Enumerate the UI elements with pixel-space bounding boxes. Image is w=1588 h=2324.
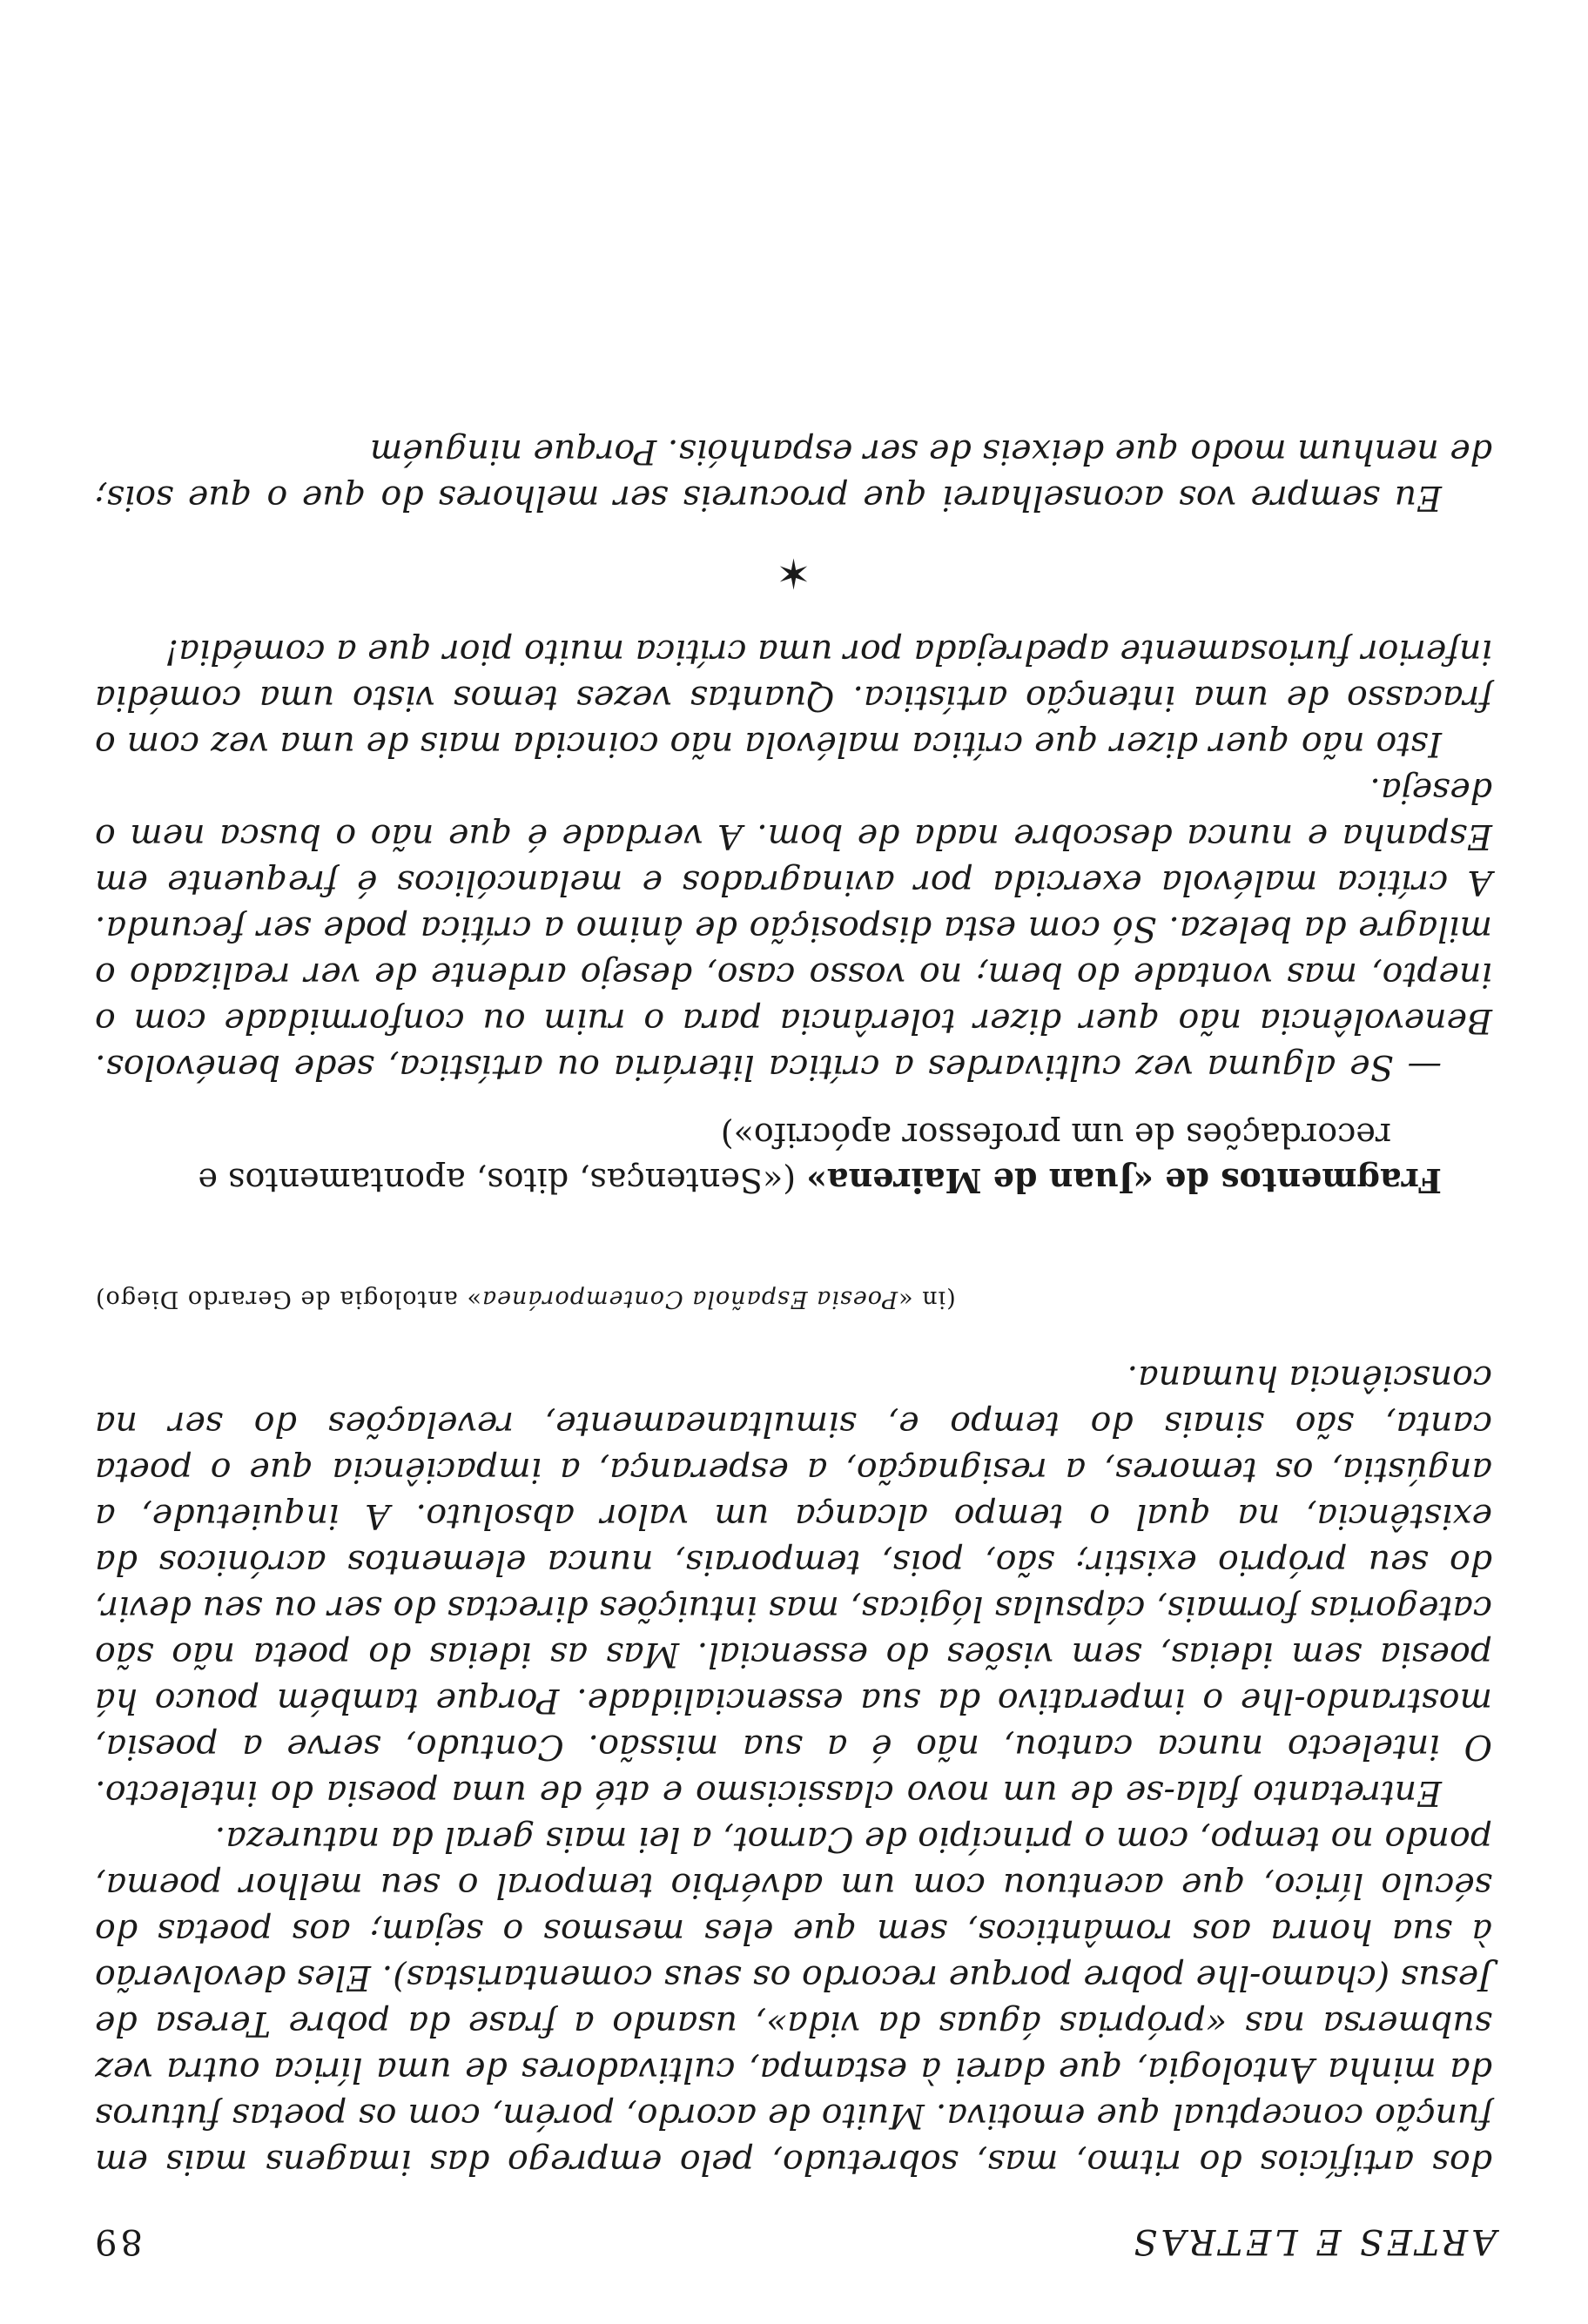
page-number: 89 [91,2221,143,2261]
paragraph-malevolent: Isto não quer dizer que crítica malévola não coincida mais de uma vez com o fracasso de uma intenção artística. Quantas vezes temos visto uma comédia inferior furiosamente apedrejada por uma crítica muito pior que a comédia! [95,632,1492,764]
journal-title: ARTES E LETRAS [1129,2221,1497,2261]
paragraph-criticism: — Se alguma vez cultivardes a crítica literária ou artística, sede benévolos. Benevolência não quer dizer tolerância para o ruim ou conformidade com o inepto, mas vontade do bem; no vosso caso, desejo ardente de ver realizado o milagre da beleza. Só com esta disposição de ânimo a crítica pode ser fecunda. A crítica malévola exercida por avinagrados e melancólicos é frequente em Espanha e nunca descobre nada de bom. A verdade é que não o busca nem o deseja. [95,770,1492,1087]
section-heading-rest: («Sentenças, ditos, apontamentos e recordações de um professor apócrifo») [198,1116,1391,1199]
star-ornament-icon: ✶ [776,548,811,597]
section-heading [95,1112,1492,1203]
paragraph-continued: dos artifícios do ritmo, mas, sobretudo, pelo emprego das imagens mais em função conceptual que emotiva. Muito de acordo, porém, com os poetas futuros da minha Antologia, que darei à estampa, cultivadores de uma lírica outra vez submersa nas «próprias águas da vida», usando a frase da pobre Teresa de Jesus (chamo-lhe pobre porque recordo os seus comentaristas). Eles devolverão à sua honra aos românticos, sem que eles mesmos o sejam; aos poetas do século lírico, que acentuou com um advérbio temporal o seu melhor poema, pondo no tempo, com o princípio de Carnot, a lei mais geral da natureza. [95,1819,1492,2182]
source-prefix: (in « [898,1286,956,1313]
source-suffix: » antologia de Gerardo Diego) [95,1286,481,1313]
paragraph-advice: Eu sempre vos aconselharei que procureis ser melhores do que o que sois; de nenhum modo que deixeis de ser espanhóis. Porque ninguém [95,432,1492,518]
source-citation [95,1283,1492,1314]
running-header [91,2218,1497,2261]
section-heading-bold: Fragmentos de «Juan de Mairena» [806,1161,1442,1200]
page-body [95,428,1492,2185]
paragraph-intellect: Entretanto fala-se de um novo classicismo e até de uma poesia do intelecto. O intelecto nunca cantou, não é a sua missão. Contudo, serve a poesia, mostrando-lhe o imperativo da sua essencialidade. Porque também pouco há poesia sem ideias, sem visões do essencial. Mas as ideias do poeta não são categorias formais, cápsulas lógicas, mas intuições directas do ser ou seu devir, do seu próprio existir; são, pois, temporais, nunca elementos acrónicos da existência, na qual o tempo alcança um valor absoluto. A inquietude, a angústia, os temores, a resignação, a esperança, a impaciência que o poeta canta, são sinais do tempo e, simultaneamente, revelações do ser na consciência humana. [95,1358,1492,1813]
source-title: Poesia Española Contemporánea [481,1286,898,1313]
